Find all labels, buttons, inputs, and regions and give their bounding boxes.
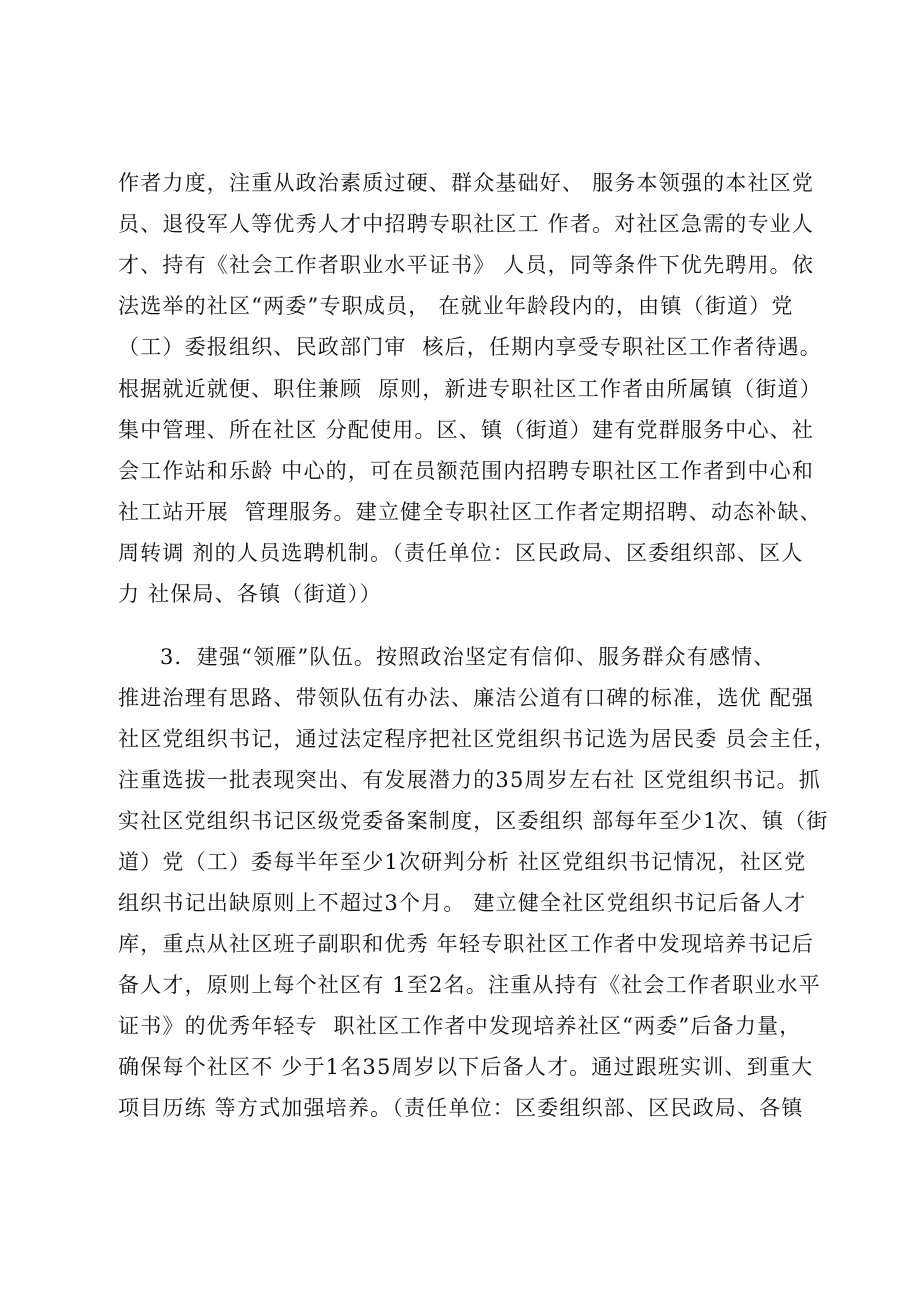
text-line: 项目历练 等方式加强培养。（责任单位：区委组织部、区民政局、各镇 [118,1096,804,1120]
text-line: 推进治理有思路、带领队伍有办法、廉洁公道有口碑的标准，选优 配强 [118,686,815,710]
text-line: 作者力度，注重从政治素质过硬、群众基础好、 服务本领强的本社区党 [118,171,815,195]
text-line: 周转调 剂的人员选聘机制。（责任单位：区民政局、区委组织部、区人 [118,541,804,565]
text-line: 确保每个社区不 少于1名35周岁以下后备人才。通过跟班实训、到重大 [118,1055,814,1079]
text-line: 库，重点从社区班子副职和优秀 年轻专职社区工作者中发现培养书记后 [118,932,815,956]
text-line: 力 社保局、各镇（街道）） [118,582,382,606]
text-line: 法选举的社区“两委”专职成员， 在就业年龄段内的，由镇（街道）党 [118,294,794,318]
text-line: 备人才，原则上每个社区有 1至2名。注重从持有《社会工作者职业水平 [118,973,821,997]
text-line: 员、退役军人等优秀人才中招聘专职社区工 作者。对社区急需的专业人 [118,212,815,236]
section-heading-line: 3．建强“领雁”队伍。按照政治坚定有信仰、服务群众有感情、 [160,645,776,669]
text-line: 组织书记出缺原则上不超过3个月。 建立健全社区党组织书记后备人才 [118,891,807,915]
text-line: 根据就近就便、职住兼顾 原则，新进专职社区工作者由所属镇（街道） [118,377,822,401]
text-line: 证书》的优秀年轻专 职社区工作者中发现培养社区“两委”后备力量， [118,1014,802,1038]
text-line: 会工作站和乐龄 中心的，可在员额范围内招聘专职社区工作者到中心和 [118,459,815,483]
text-line: 实社区党组织书记区级党委备案制度，区委组织 部每年至少1次、镇（街 [118,809,829,833]
text-line: 社工站开展 管理服务。建立健全专职社区工作者定期招聘、动态补缺、 [118,500,822,524]
text-line: 才、持有《社会工作者职业水平证书》 人员，同等条件下优先聘用。依 [118,253,815,277]
text-line: （工）委报组织、民政部门审 核后，任期内享受专职社区工作者待遇。 [118,335,822,359]
text-line: 注重选拔一批表现突出、有发展潜力的35周岁左右社 区党组织书记。抓 [118,768,821,792]
text-line: 社区党组织书记，通过法定程序把社区党组织书记选为居民委 员会主任， [118,727,837,751]
text-line: 集中管理、所在社区 分配使用。区、镇（街道）建有党群服务中心、社 [118,418,815,442]
text-line: 道）党（工）委每半年至少1次研判分析 社区党组织书记情况，社区党 [118,850,807,874]
